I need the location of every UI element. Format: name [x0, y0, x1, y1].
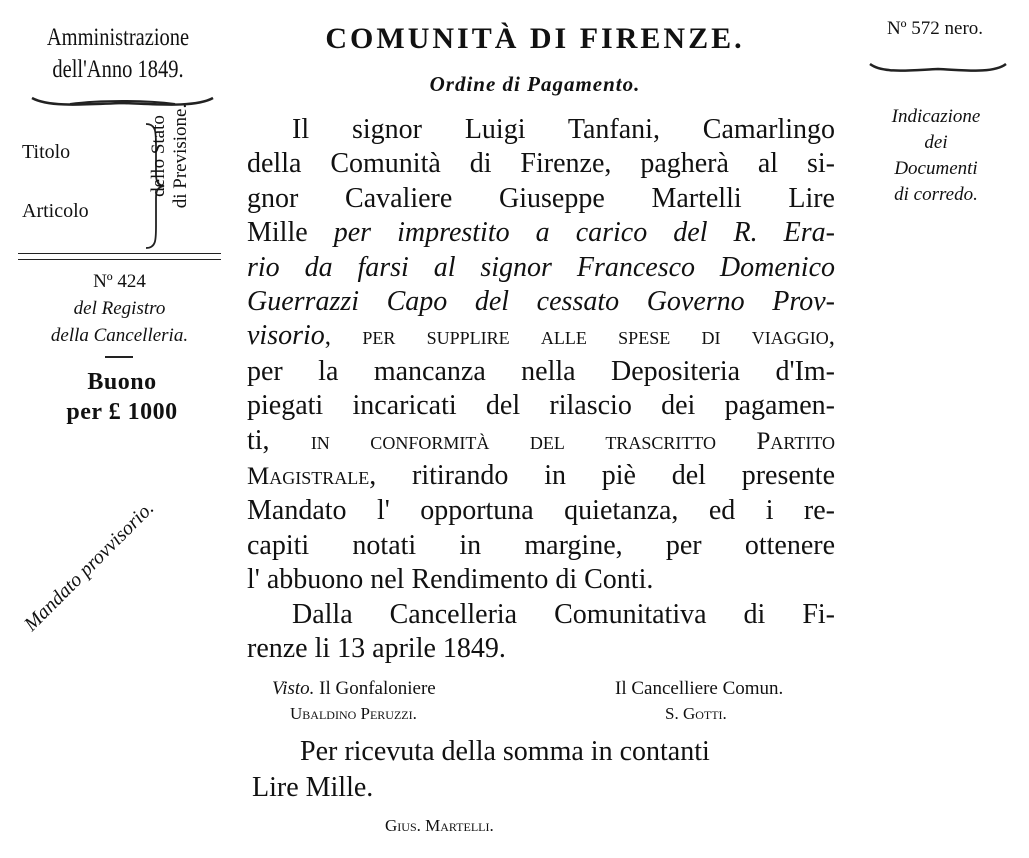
visto-gonfaloniere [272, 678, 436, 700]
buono-amount: per £ 1000 [66, 399, 178, 425]
registro-line-1: del Registro [73, 298, 166, 319]
gonfaloniere-title: Il Gonfaloniere [319, 678, 436, 699]
registro-number: Nº 424 [93, 271, 146, 292]
body-line: Dalla Cancelleria Comunitativa di Fi- [292, 598, 835, 630]
body-line: l' abbuono nel Rendimento di Conti. [247, 564, 654, 596]
stato-line-2: di Previsione. [170, 103, 191, 209]
articolo-label: Articolo [22, 200, 89, 222]
payment-order-body [247, 113, 835, 667]
body-run: , ritirando in piè del presente [369, 460, 835, 492]
buono-block [18, 367, 226, 427]
body-line [247, 319, 835, 354]
body-run-smallcaps: , per supplire alle spese di viaggio, [324, 323, 835, 351]
stato-line-1: dello Stato [148, 115, 169, 197]
body-line: della Comunità di Firenze, pagherà al si- [247, 148, 835, 180]
body-line: per la mancanza nella Depositeria d'Im- [247, 355, 835, 387]
buono-line-1: Buono [87, 369, 157, 395]
divider-rule [18, 259, 221, 260]
body-run-italic: per imprestito a carico del R. Era- [333, 217, 835, 249]
receipt-line-2: Lire Mille. [252, 772, 374, 803]
body-line: renze li 13 aprile 1849. [247, 633, 506, 665]
indicazione-documenti [856, 104, 1016, 208]
body-line [247, 459, 835, 494]
body-line: Il signor Luigi Tanfani, Camarlingo [292, 114, 835, 145]
titolo-label: Titolo [22, 141, 71, 163]
body-line [247, 424, 835, 459]
mandato-provvisorio-label: Mandato provvisorio. [20, 497, 159, 636]
page-subtitle: Ordine di Pagamento. [429, 72, 641, 96]
body-line: rio da farsi al signor Francesco Domenico [247, 251, 835, 283]
indicazione-line: Indicazione [891, 106, 981, 127]
indicazione-line: Documenti [894, 158, 978, 179]
body-line: Mandato l' opportuna quietanza, ed i re- [247, 495, 835, 527]
body-line: capiti notati in margine, per ottenere [247, 529, 835, 561]
registro-block [18, 268, 221, 349]
cancelliere-name: S. Gotti. [665, 704, 727, 723]
visto-label: Visto. [272, 678, 315, 699]
page-title: COMUNITÀ DI FIRENZE. [325, 22, 745, 55]
body-line [247, 216, 835, 250]
body-run-smallcaps: Magistrale [247, 463, 370, 491]
registro-line-2: della Cancelleria. [50, 325, 189, 346]
receipt-line-1: Per ricevuta della somma in contanti [300, 736, 710, 767]
admin-line-1: Amministrazione [46, 24, 190, 51]
cancelliere-title: Il Cancelliere Comun. [615, 678, 784, 699]
body-run-italic: visorio [247, 320, 325, 352]
document-number: Nº 572 nero. [886, 18, 984, 39]
body-run-smallcaps: in conformità del trascritto Partito [310, 427, 835, 455]
receipt-signature: Gius. Martelli. [385, 816, 494, 835]
admin-line-2: dell'Anno 1849. [52, 56, 184, 83]
gonfaloniere-name: Ubaldino Peruzzi. [290, 704, 417, 723]
body-run: ti, [247, 424, 311, 456]
body-line: Guerrazzi Capo del cessato Governo Prov- [247, 286, 835, 318]
body-line: gnor Cavaliere Giuseppe Martelli Lire [247, 182, 835, 214]
stato-previsione-label [148, 66, 192, 246]
indicazione-line: di corredo. [894, 184, 978, 205]
indicazione-line: dei [924, 132, 948, 153]
ornamental-rule-right [868, 60, 1008, 74]
body-run: Mille [247, 217, 308, 249]
divider-rule [18, 253, 221, 254]
body-line: piegati incaricati del rilascio dei pagamen- [247, 390, 835, 422]
receipt-block [252, 734, 842, 806]
short-dash-rule [105, 356, 133, 358]
